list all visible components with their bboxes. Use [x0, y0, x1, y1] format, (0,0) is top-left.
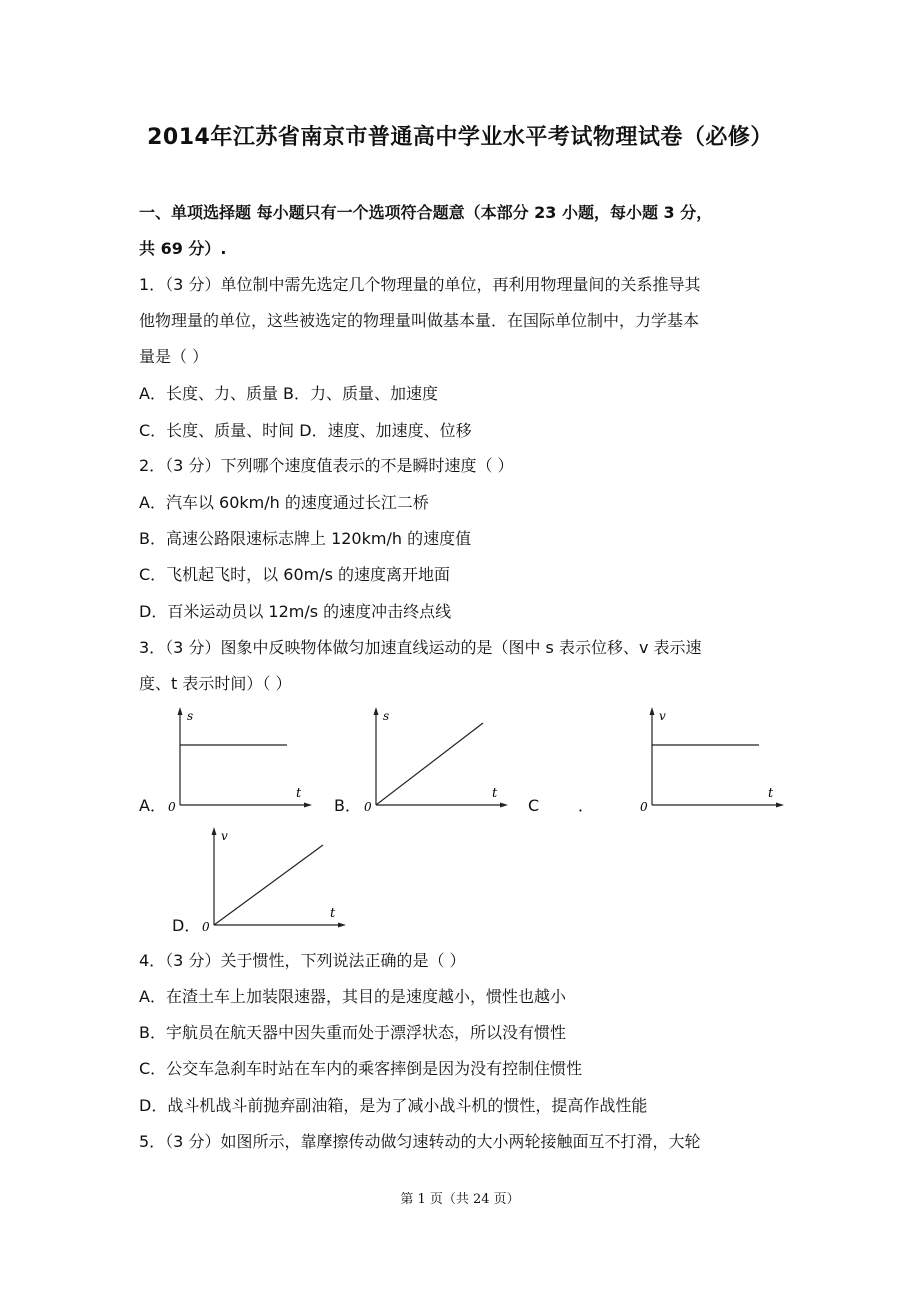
q3-stem-line-2: 度、t 表示时间）（ ）: [139, 674, 292, 693]
q3-graph-d-y-label: v: [221, 829, 228, 843]
q3-graph-b-y-label: s: [383, 709, 390, 723]
q5-stem-line-1: 5．（3 分）如图所示，靠摩擦传动做匀速转动的大小两轮接触面互不打滑，大轮: [139, 1132, 701, 1151]
q2-option-c: C．飞机起飞时，以 60m/s 的速度离开地面: [139, 565, 451, 584]
q1-stem-line-2: 他物理量的单位，这些被选定的物理量叫做基本量．在国际单位制中，力学基本: [139, 311, 700, 330]
q2-option-a: A．汽车以 60km/h 的速度通过长江二桥: [139, 493, 429, 512]
q3-graph-d-label: D．: [172, 916, 201, 935]
q3-graph-d-y-arrow: [212, 827, 217, 835]
q3-graph-c-x-arrow: [776, 803, 784, 808]
page-title: 2014年江苏省南京市普通高中学业水平考试物理试卷（必修）: [147, 125, 773, 150]
q1-stem-line-3: 量是（ ）: [139, 347, 209, 366]
q3-graph-b-origin: 0: [364, 800, 372, 814]
q3-graph-b-label: B．: [334, 796, 361, 815]
q3-graph-c-x-label: t: [768, 786, 774, 801]
q1-options-cd: C．长度、质量、时间 D．速度、加速度、位移: [139, 421, 472, 440]
q1-options-ab: A．长度、力、质量 B．力、质量、加速度: [139, 384, 439, 403]
q3-graph-c-origin: 0: [640, 800, 648, 814]
q2-stem: 2．（3 分）下列哪个速度值表示的不是瞬时速度（ ）: [139, 456, 514, 475]
q3-graph-b-y-arrow: [374, 707, 379, 715]
q3-graph-a-label: A．: [139, 796, 166, 815]
q3-graph-b-x-arrow: [500, 803, 508, 808]
q2-option-d: D．百米运动员以 12m/s 的速度冲击终点线: [139, 602, 452, 621]
q3-graph-a-x-label: t: [296, 786, 302, 801]
q3-graph-c-label: C: [528, 796, 540, 815]
q3-graph-c-dot: ．: [578, 796, 595, 815]
q3-graph-a-origin: 0: [168, 800, 176, 814]
q4-option-b: B．宇航员在航天器中因失重而处于漂浮状态，所以没有惯性: [139, 1023, 566, 1042]
q3-graph-b-x-label: t: [492, 786, 498, 801]
q1-stem-line-1: 1．（3 分）单位制中需先选定几个物理量的单位，再利用物理量间的关系推导其: [139, 275, 701, 294]
q3-graph-d-x-label: t: [330, 906, 336, 921]
q3-graph-b: [361, 705, 511, 815]
q3-graph-c: [637, 705, 787, 815]
q4-stem: 4．（3 分）关于惯性，下列说法正确的是（ ）: [139, 951, 466, 970]
q3-graph-b-line: [376, 723, 483, 805]
q3-graph-a-y-arrow: [178, 707, 183, 715]
q4-option-d: D．战斗机战斗前抛弃副油箱，是为了减小战斗机的惯性，提高作战性能: [139, 1096, 648, 1115]
q3-graph-a-y-label: s: [187, 709, 194, 723]
q3-stem-line-1: 3．（3 分）图象中反映物体做匀加速直线运动的是（图中 s 表示位移、v 表示速: [139, 638, 702, 657]
q4-option-a: A．在渣土车上加装限速器，其目的是速度越小，惯性也越小: [139, 987, 566, 1006]
section-heading-line-2: 共 69 分）.: [139, 239, 227, 258]
q3-graph-d-origin: 0: [202, 920, 210, 934]
q4-option-c: C．公交车急刹车时站在车内的乘客摔倒是因为没有控制住惯性: [139, 1059, 583, 1078]
q2-option-b: B．高速公路限速标志牌上 120km/h 的速度值: [139, 529, 472, 548]
page-footer: 第 1 页（共 24 页）: [400, 1192, 520, 1207]
q3-graph-a-x-arrow: [304, 803, 312, 808]
q3-graph-c-y-arrow: [650, 707, 655, 715]
q3-graph-c-y-label: v: [659, 709, 666, 723]
section-heading-line-1: 一、单项选择题 每小题只有一个选项符合题意（本部分 23 小题，每小题 3 分，: [139, 203, 713, 222]
q3-graph-d-line: [214, 845, 323, 925]
q3-graph-d-x-arrow: [338, 923, 346, 928]
q3-graph-d: [199, 825, 349, 935]
q3-graph-a: [165, 705, 315, 815]
